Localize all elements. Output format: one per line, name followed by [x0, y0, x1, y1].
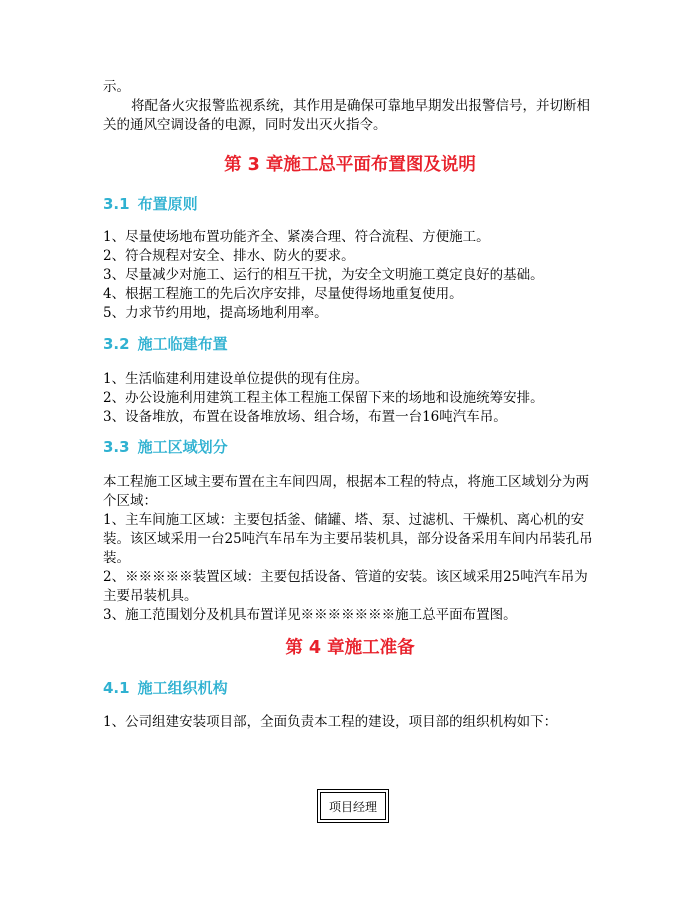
section-number: 3.2 — [103, 335, 130, 353]
section-3-1-list — [103, 228, 603, 323]
section-number: 4.1 — [103, 679, 130, 697]
text-line: 主要吊装机具。 — [103, 588, 198, 604]
section-title: 施工组织机构 — [137, 679, 228, 697]
section-number: 3.1 — [103, 195, 130, 213]
section-3-3-heading — [103, 436, 228, 457]
project-manager-node: 项目经理 — [320, 792, 386, 820]
text-line: 1、主车间施工区域：主要包括釜、储罐、塔、泵、过滤机、干燥机、离心机的安 — [103, 512, 585, 528]
list-item: 3、尽量减少对施工、运行的相互干扰，为安全文明施工奠定良好的基础。 — [103, 267, 544, 283]
text-line: 个区域： — [103, 493, 157, 509]
list-item: 1、生活临建利用建设单位提供的现有住房。 — [103, 371, 369, 387]
section-3-1-heading — [103, 193, 198, 214]
section-4-1-body — [103, 713, 603, 732]
section-number: 3.3 — [103, 438, 130, 456]
text-line: 3、施工范围划分及机具布置详见※※※※※※※施工总平面布置图。 — [103, 607, 517, 623]
chapter-4-title: 第 4 章施工准备 — [285, 638, 415, 658]
text-line: 2、※※※※※装置区域：主要包括设备、管道的安装。该区域采用25吨汽车吊为 — [103, 569, 588, 585]
continued-text — [103, 78, 603, 97]
text-line: 装。 — [103, 550, 130, 566]
list-item: 1、尽量使场地布置功能齐全、紧凑合理、符合流程、方便施工。 — [103, 229, 490, 245]
chapter-3-title: 第 3 章施工总平面布置图及说明 — [224, 155, 476, 175]
section-4-1-heading — [103, 677, 228, 698]
list-item: 5、力求节约用地，提高场地利用率。 — [103, 305, 328, 321]
text-line: 1、公司组建安装项目部，全面负责本工程的建设，项目部的组织机构如下： — [103, 714, 558, 730]
list-item: 2、办公设施利用建筑工程主体工程施工保留下来的场地和设施统筹安排。 — [103, 390, 544, 406]
section-3-2-list — [103, 370, 603, 427]
section-3-3-body — [103, 473, 603, 625]
fire-alarm-paragraph: 将配备火灾报警监视系统，其作用是确保可靠地早期发出报警信号，并切断相关的通风空调设备的电源，同时发出灭火指令。 — [103, 98, 590, 133]
list-item: 4、根据工程施工的先后次序安排，尽量使得场地重复使用。 — [103, 286, 463, 302]
section-title: 施工区域划分 — [137, 438, 228, 456]
section-title: 布置原则 — [137, 195, 198, 213]
text-line: 示。 — [103, 79, 130, 95]
section-title: 施工临建布置 — [137, 335, 228, 353]
text-line: 装。该区域采用一台25吨汽车吊车为主要吊装机具，部分设备采用车间内吊装孔吊 — [103, 531, 593, 547]
section-3-2-heading — [103, 333, 228, 354]
org-chart-box — [317, 789, 389, 823]
list-item: 3、设备堆放，布置在设备堆放场、组合场，布置一台16吨汽车吊。 — [103, 409, 507, 425]
text-line: 本工程施工区域主要布置在主车间四周，根据本工程的特点，将施工区域划分为两 — [103, 474, 589, 490]
list-item: 2、符合规程对安全、排水、防火的要求。 — [103, 248, 355, 264]
